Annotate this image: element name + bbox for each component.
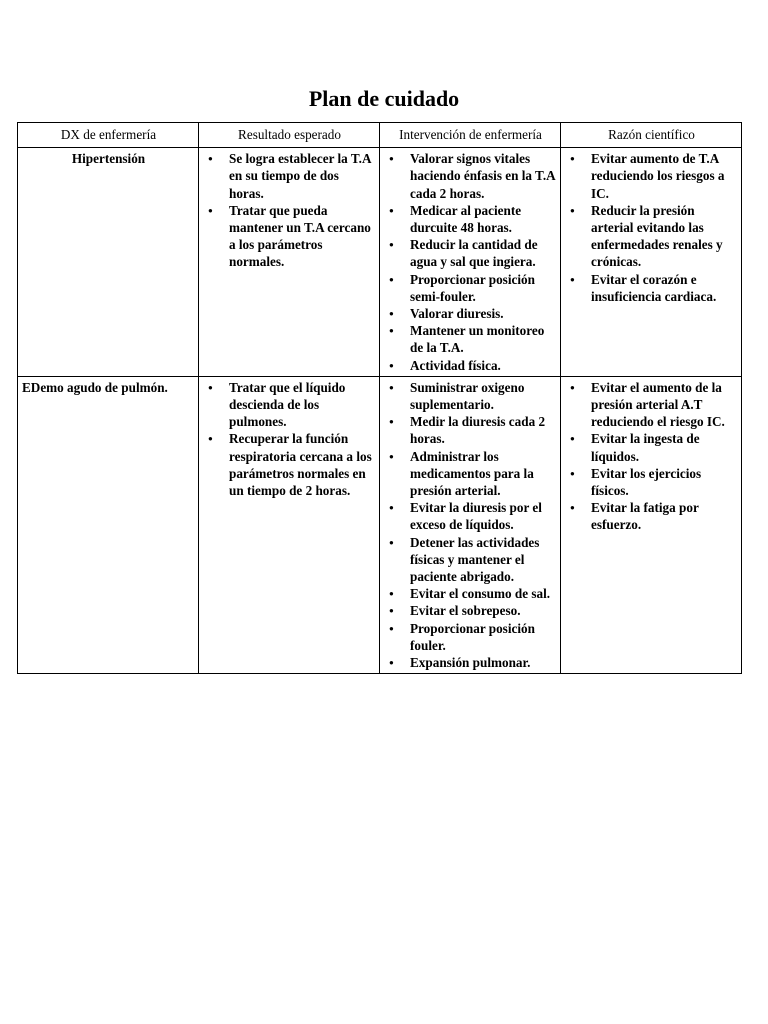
table-row: [18, 376, 742, 673]
table-header-row: [18, 123, 742, 148]
list-item: ● Suministrar oxigeno suplementario.: [384, 379, 557, 413]
list-item: ● Mantener un monitoreo de la T.A.: [384, 322, 557, 356]
list-item: ● Detener las actividades físicas y mantener el paciente abrigado.: [384, 534, 557, 586]
list-item: ● Evitar los ejercicios físicos.: [565, 465, 738, 499]
care-plan-table: [17, 122, 742, 674]
list-item: ● Evitar el sobrepeso.: [384, 602, 557, 619]
header-razon: Razón científico: [561, 123, 742, 148]
list-item: ● Medicar al paciente durcuite 48 horas.: [384, 202, 557, 236]
header-intervencion: Intervención de enfermería: [380, 123, 561, 148]
list-item: ● Evitar la fatiga por esfuerzo.: [565, 499, 738, 533]
table-row: [18, 148, 742, 377]
list-item: ● Evitar la diuresis por el exceso de líquidos.: [384, 499, 557, 533]
list-item: ● Evitar la ingesta de líquidos.: [565, 430, 738, 464]
razon-cell: [561, 376, 742, 673]
header-resultado: Resultado esperado: [199, 123, 380, 148]
dx-cell: Hipertensión: [18, 148, 199, 377]
intervencion-cell: [380, 376, 561, 673]
list-item: ● Evitar el corazón e insuficiencia cardiaca.: [565, 271, 738, 305]
list-item: ● Valorar signos vitales haciendo énfasis en la T.A cada 2 horas.: [384, 150, 557, 202]
list-item: ● Evitar aumento de T.A reduciendo los riesgos a IC.: [565, 150, 738, 202]
header-dx: DX de enfermería: [18, 123, 199, 148]
list-item: ● Se logra establecer la T.A en su tiempo de dos horas.: [203, 150, 376, 202]
dx-cell: EDemo agudo de pulmón.: [18, 376, 199, 673]
list-item: ● Evitar el aumento de la presión arterial A.T reduciendo el riesgo IC.: [565, 379, 738, 431]
list-item: ● Reducir la cantidad de agua y sal que ingiera.: [384, 236, 557, 270]
list-item: ● Valorar diuresis.: [384, 305, 557, 322]
list-item: ● Medir la diuresis cada 2 horas.: [384, 413, 557, 447]
list-item: ● Actividad física.: [384, 357, 557, 374]
list-item: ● Administrar los medicamentos para la presión arterial.: [384, 448, 557, 500]
list-item: ● Tratar que el líquido descienda de los pulmones.: [203, 379, 376, 431]
list-item: ● Reducir la presión arterial evitando las enfermedades renales y crónicas.: [565, 202, 738, 271]
list-item: ● Proporcionar posición fouler.: [384, 620, 557, 654]
list-item: ● Expansión pulmonar.: [384, 654, 557, 671]
list-item: ● Evitar el consumo de sal.: [384, 585, 557, 602]
list-item: ● Proporcionar posición semi-fouler.: [384, 271, 557, 305]
resultado-cell: [199, 376, 380, 673]
list-item: ● Tratar que pueda mantener un T.A cercano a los parámetros normales.: [203, 202, 376, 271]
list-item: ● Recuperar la función respiratoria cercana a los parámetros normales en un tiempo de 2 horas.: [203, 430, 376, 499]
razon-cell: [561, 148, 742, 377]
intervencion-cell: [380, 148, 561, 377]
resultado-cell: [199, 148, 380, 377]
page-title: Plan de cuidado: [308, 86, 460, 111]
